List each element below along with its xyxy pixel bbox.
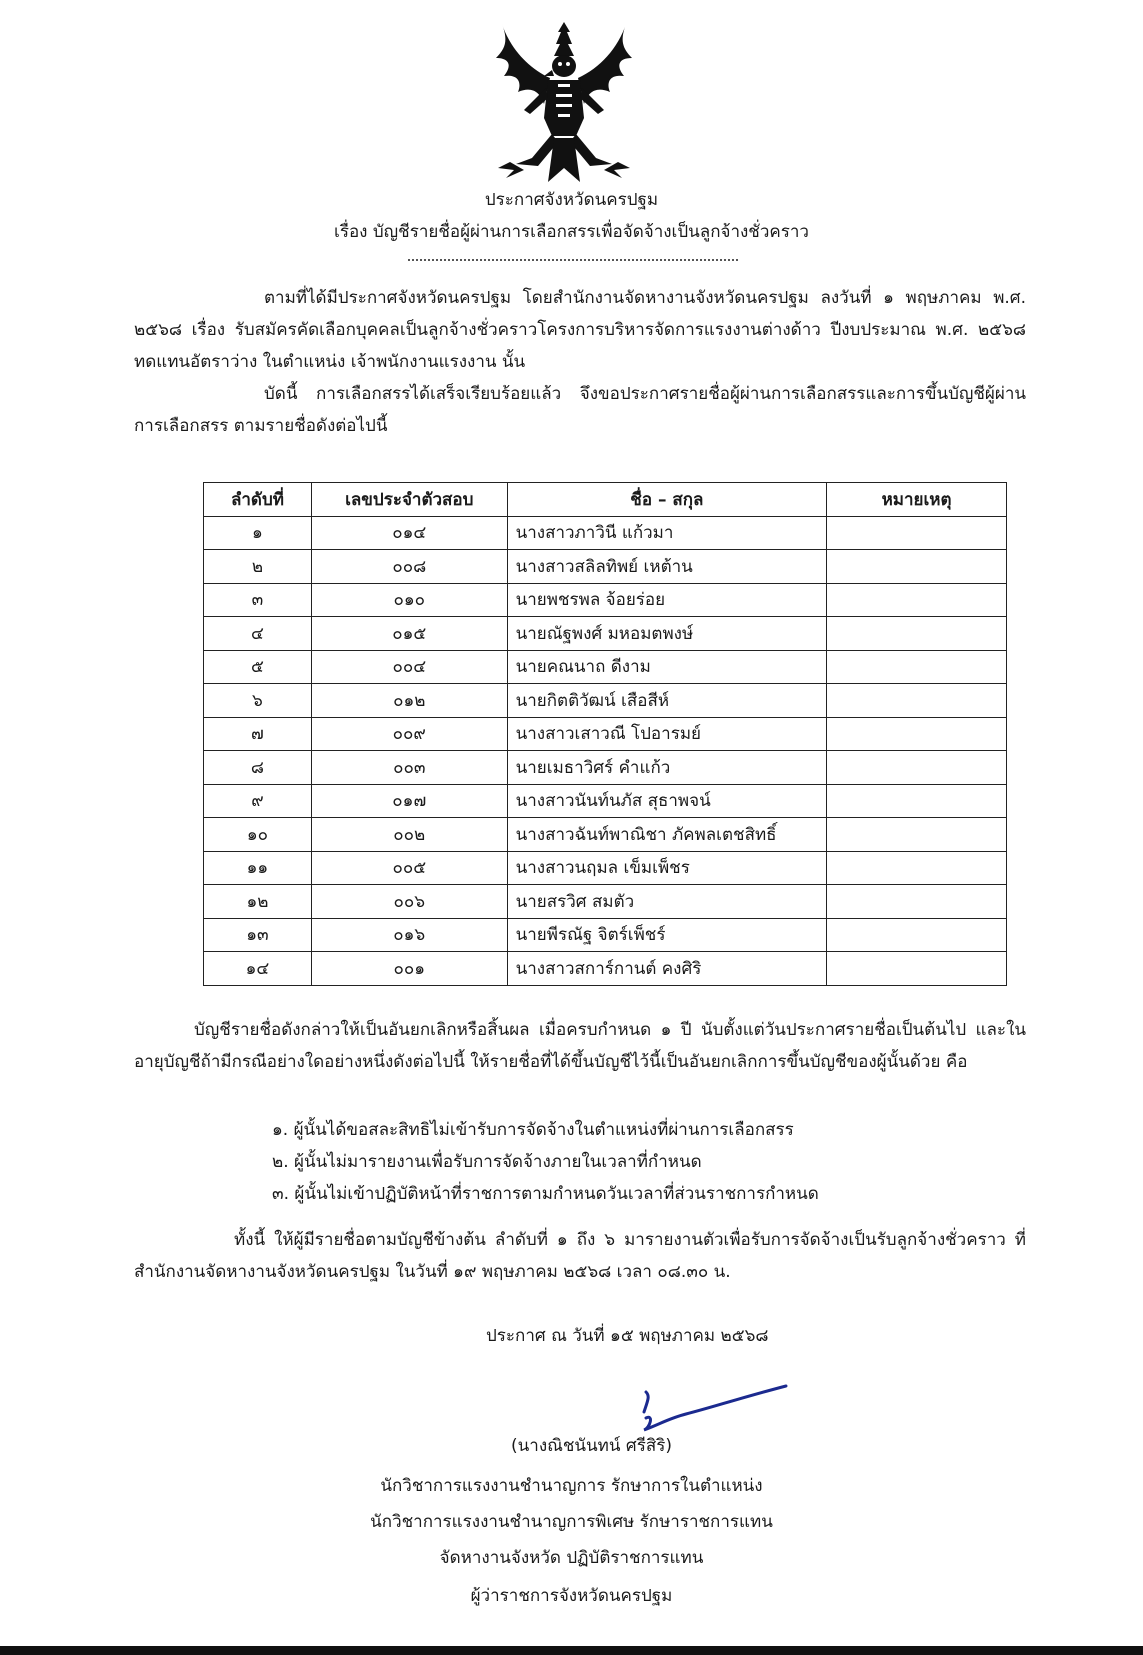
document-title: ประกาศจังหวัดนครปฐม (484, 190, 659, 210)
cell-name: นายคณนาถ ดีงาม (507, 650, 827, 684)
cell-name: นางสาวภาวินี แก้วมา (507, 516, 827, 550)
condition-item: ๑. ผู้นั้นได้ขอสละสิทธิไม่เข้ารับการจัดจ้างในตำแหน่งที่ผ่านการเลือกสรร (272, 1120, 794, 1140)
column-header-order: ลำดับที่ (204, 483, 312, 517)
cell-name: นางสาวเสาวณี โปอารมย์ (507, 717, 827, 751)
table-row (204, 684, 1007, 718)
cell-order: ๘ (204, 751, 312, 785)
cell-exam-id: ๐๑๕ (311, 617, 507, 651)
table-row (204, 784, 1007, 818)
cell-order: ๓ (204, 583, 312, 617)
cell-name: นางสาวฉันท์พาณิชา ภัคพลเตชสิทธิ์ (507, 818, 827, 852)
paragraph-report-instruction: ทั้งนี้ ให้ผู้มีรายชื่อตามบัญชีข้างต้น ลำดับที่ ๑ ถึง ๖ มารายงานตัวเพื่อรับการจัดจ้างเป็นรับลูกจ้างชั่วคราว ที่ สำนักงานจัดหางานจังหวัดนครปฐม ในวันที่ ๑๙ พฤษภาคม ๒๕๖๘ เวลา ๐๘.๓๐ น. (134, 1230, 1026, 1282)
cell-name: นางสาวนันท์นภัส สุธาพจน์ (507, 784, 827, 818)
cell-name: นางสาวสลิลทิพย์ เหต้าน (507, 550, 827, 584)
cell-remark (827, 550, 1007, 584)
condition-item: ๒. ผู้นั้นไม่มารายงานเพื่อรับการจัดจ้างภายในเวลาที่กำหนด (272, 1152, 702, 1172)
cell-remark (827, 684, 1007, 718)
cell-order: ๑๔ (204, 952, 312, 986)
table-row (204, 818, 1007, 852)
cell-remark (827, 751, 1007, 785)
announcement-date: ประกาศ ณ วันที่ ๑๕ พฤษภาคม ๒๕๖๘ (486, 1326, 769, 1346)
table-row (204, 751, 1007, 785)
table-row (204, 717, 1007, 751)
paragraph-announcement: บัดนี้ การเลือกสรรได้เสร็จเรียบร้อยแล้ว จึงขอประกาศรายชื่อผู้ผ่านการเลือกสรรและการขึ้นบัญชีผู้ผ่านการเลือกสรร ตามรายชื่อดังต่อไปนี้ (134, 384, 1026, 436)
cell-order: ๖ (204, 684, 312, 718)
cell-exam-id: ๐๐๕ (311, 851, 507, 885)
cell-order: ๙ (204, 784, 312, 818)
title-divider (408, 259, 738, 261)
paragraph-background: ตามที่ได้มีประกาศจังหวัดนครปฐม โดยสำนักงานจัดหางานจังหวัดนครปฐม ลงวันที่ ๑ พฤษภาคม พ.ศ. ๒๕๖๘ เรื่อง รับสมัครคัดเลือกบุคคลเป็นลูกจ้างชั่วคราวโครงการบริหารจัดการแรงงานต่างด้าว ปีงบประมาณ พ.ศ. ๒๕๖๘ ทดแทนอัตราว่าง ในตำแหน่ง เจ้าพนักงานแรงงาน นั้น (134, 288, 1026, 372)
cell-order: ๑๒ (204, 885, 312, 919)
cell-order: ๑ (204, 516, 312, 550)
cell-order: ๑๑ (204, 851, 312, 885)
signatory-position-1: นักวิชาการแรงงานชำนาญการ รักษาการในตำแหน่ง (380, 1476, 763, 1496)
table-row (204, 617, 1007, 651)
document-subject: เรื่อง บัญชีรายชื่อผู้ผ่านการเลือกสรรเพื่อจัดจ้างเป็นลูกจ้างชั่วคราว (334, 222, 809, 242)
table-row (204, 885, 1007, 919)
cell-remark (827, 516, 1007, 550)
cell-exam-id: ๐๐๑ (311, 952, 507, 986)
candidate-table (203, 482, 1007, 986)
cell-name: นางสาวสการ์กานต์ คงศิริ (507, 952, 827, 986)
cell-name: นายเมธาวิศร์ คำแก้ว (507, 751, 827, 785)
cell-remark (827, 885, 1007, 919)
cell-order: ๔ (204, 617, 312, 651)
cell-order: ๗ (204, 717, 312, 751)
garuda-emblem-icon (488, 18, 640, 186)
cell-remark (827, 851, 1007, 885)
cell-exam-id: ๐๑๒ (311, 684, 507, 718)
cell-name: นายกิตติวัฒน์ เสือสีห์ (507, 684, 827, 718)
table-row (204, 550, 1007, 584)
cell-name: นายพชรพล จ้อยร่อย (507, 583, 827, 617)
column-header-name: ชื่อ – สกุล (507, 483, 827, 517)
table-row (204, 583, 1007, 617)
cell-exam-id: ๐๐๘ (311, 550, 507, 584)
condition-item: ๓. ผู้นั้นไม่เข้าปฏิบัติหน้าที่ราชการตามกำหนดวันเวลาที่ส่วนราชการกำหนด (272, 1184, 819, 1204)
cell-exam-id: ๐๐๒ (311, 818, 507, 852)
cell-exam-id: ๐๐๓ (311, 751, 507, 785)
cell-name: นางสาวนฤมล เข็มเพ็ชร (507, 851, 827, 885)
signatory-position-3: จัดหางานจังหวัด ปฏิบัติราชการแทน (439, 1548, 704, 1568)
cell-exam-id: ๐๐๖ (311, 885, 507, 919)
signatory-position-4: ผู้ว่าราชการจังหวัดนครปฐม (470, 1586, 673, 1606)
signatory-name: (นางณิชนันทน์ ศรีสิริ) (511, 1436, 672, 1456)
cell-exam-id: ๐๑๔ (311, 516, 507, 550)
handwritten-signature (640, 1378, 790, 1438)
cell-name: นายสรวิศ สมตัว (507, 885, 827, 919)
cell-exam-id: ๐๐๔ (311, 650, 507, 684)
table-row (204, 918, 1007, 952)
cell-exam-id: ๐๑๖ (311, 918, 507, 952)
cell-remark (827, 650, 1007, 684)
cell-remark (827, 717, 1007, 751)
cell-order: ๑๐ (204, 818, 312, 852)
table-row (204, 516, 1007, 550)
table-row (204, 851, 1007, 885)
cell-name: นายพีรณัฐ จิตร์เพ็ชร์ (507, 918, 827, 952)
cell-remark (827, 918, 1007, 952)
table-row (204, 650, 1007, 684)
cell-order: ๒ (204, 550, 312, 584)
column-header-exam-id: เลขประจำตัวสอบ (311, 483, 507, 517)
cell-order: ๑๓ (204, 918, 312, 952)
cell-remark (827, 818, 1007, 852)
cell-exam-id: ๐๑๗ (311, 784, 507, 818)
cell-exam-id: ๐๑๐ (311, 583, 507, 617)
table-row (204, 952, 1007, 986)
column-header-remark: หมายเหตุ (827, 483, 1007, 517)
cell-remark (827, 952, 1007, 986)
paragraph-validity: บัญชีรายชื่อดังกล่าวให้เป็นอันยกเลิกหรือสิ้นผล เมื่อครบกำหนด ๑ ปี นับตั้งแต่วันประกาศรายชื่อเป็นต้นไป และในอายุบัญชีถ้ามีกรณีอย่างใดอย่างหนึ่งดังต่อไปนี้ ให้รายชื่อที่ได้ขึ้นบัญชีไว้นี้เป็นอันยกเลิกการขึ้นบัญชีของผู้นั้นด้วย คือ (134, 1020, 1026, 1072)
cell-order: ๕ (204, 650, 312, 684)
cell-exam-id: ๐๐๙ (311, 717, 507, 751)
cell-remark (827, 784, 1007, 818)
table-header-row (204, 483, 1007, 517)
cell-remark (827, 583, 1007, 617)
cell-name: นายณัฐพงศ์ มหอมตพงษ์ (507, 617, 827, 651)
signatory-position-2: นักวิชาการแรงงานชำนาญการพิเศษ รักษาราชการแทน (370, 1512, 773, 1532)
scan-bottom-edge (0, 1646, 1143, 1655)
cell-remark (827, 617, 1007, 651)
